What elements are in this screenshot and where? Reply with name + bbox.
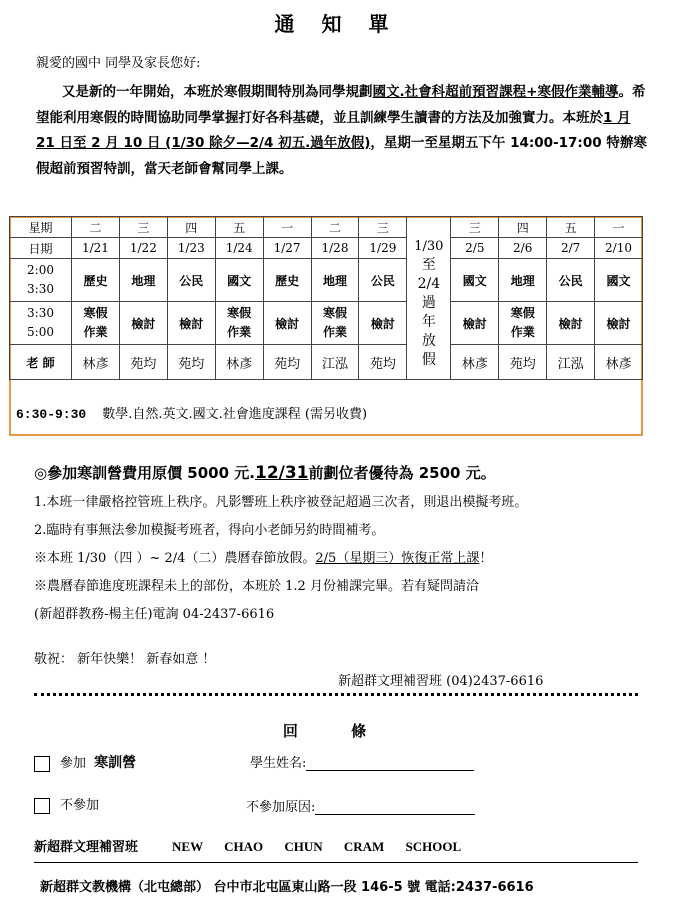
weekday-cell: 四 (167, 217, 215, 238)
weekday-cell: 五 (547, 217, 595, 238)
teacher-cell: 苑均 (359, 345, 407, 380)
slot2-row (10, 302, 643, 345)
weekday-cell: 五 (215, 217, 263, 238)
schedule-table (9, 216, 643, 380)
teacher-cell: 苑均 (499, 345, 547, 380)
weekday-cell: 二 (311, 217, 359, 238)
greeting: 親愛的國中 同學及家長您好: (36, 56, 201, 71)
notes (34, 489, 664, 629)
teacher-cell: 林彥 (451, 345, 499, 380)
join-checkbox[interactable] (34, 756, 50, 772)
reply-title: 回 條 (282, 722, 391, 740)
subject-cell: 歷史 (263, 259, 311, 302)
student-name-input[interactable] (306, 755, 474, 771)
subject-cell: 公民 (547, 259, 595, 302)
teacher-cell: 苑均 (167, 345, 215, 380)
teacher-label: 老 師 (10, 345, 72, 380)
note-3: ※本班 1/30（四 ）~ 2/4（二）農曆春節放假。2/5（星期三）恢復正常上課！ (34, 551, 493, 566)
teacher-row (10, 345, 643, 380)
subject-cell: 檢討 (451, 302, 499, 345)
subject-cell: 檢討 (119, 302, 167, 345)
date-cell: 2/5 (451, 238, 499, 259)
cut-line (34, 693, 638, 696)
reason-field[interactable]: 不參加原因: (246, 796, 475, 815)
subject-cell: 寒假 作業 (72, 302, 120, 345)
fee-line: ◎參加寒訓營費用原價 5000 元.12/31前劃位者優待為 2500 元。 (34, 463, 496, 483)
school-name-line: 新超群文理補習班 NEW CHAO CHUN CRAM SCHOOL (34, 839, 462, 855)
teacher-cell: 江泓 (547, 345, 595, 380)
note-4: ※農曆春節進度班課程未上的部份，本班於 1.2 月份補課完畢。若有疑問請洽 (34, 579, 479, 594)
teacher-cell: 江泓 (311, 345, 359, 380)
subject-cell: 國文 (215, 259, 263, 302)
subject-cell: 寒假 作業 (215, 302, 263, 345)
evening-time: 6:30-9:30 (16, 407, 87, 422)
subject-cell: 檢討 (359, 302, 407, 345)
subject-cell: 檢討 (547, 302, 595, 345)
note-1: 1.本班一律嚴格控管班上秩序。凡影響班上秩序被登記超過三次者，則退出模擬考班。 (34, 495, 528, 510)
teacher-cell: 林彥 (215, 345, 263, 380)
subject-cell: 寒假 作業 (311, 302, 359, 345)
slot-time: 3:30 5:00 (10, 302, 72, 345)
weekday-row (10, 217, 643, 238)
no-join-option[interactable]: 不參加 (34, 794, 99, 814)
date-cell: 1/27 (263, 238, 311, 259)
date-row (10, 238, 643, 259)
date-cell: 1/22 (119, 238, 167, 259)
subject-cell: 國文 (595, 259, 643, 302)
note-2: 2.臨時有事無法參加模擬考班者，得向小老師另約時間補考。 (34, 523, 385, 538)
date-cell: 1/28 (311, 238, 359, 259)
join-option[interactable]: 參加 寒訓營 (34, 752, 136, 772)
teacher-cell: 苑均 (263, 345, 311, 380)
subject-cell: 公民 (167, 259, 215, 302)
intro-paragraph: 又是新的一年開始，本班於寒假期間特別為同學規劃國文.社會科超前預習課程+寒假作業輔導。希望能利用寒假的時間協助同學掌握打好各科基礎，並且訓練學生讀書的方法及加強實力。本班於1 月 21 日至 2 月 10 日 (1/30 除夕—2/4 初五.過年放假)，星期一至星期五下午 14:00-17:00 特辦寒假超前預習特訓，當天老師會幫同學上課。 (36, 84, 647, 177)
weekday-cell: 一 (595, 217, 643, 238)
weekday-cell: 三 (119, 217, 167, 238)
subject-cell: 地理 (311, 259, 359, 302)
student-name-field[interactable]: 學生姓名: (250, 752, 474, 771)
date-cell: 2/6 (499, 238, 547, 259)
signature: 新超群文理補習班 (04)2437-6616 (338, 674, 544, 689)
subject-cell: 檢討 (595, 302, 643, 345)
page-title: 通 知 單 (274, 12, 399, 36)
weekday-cell: 三 (359, 217, 407, 238)
teacher-cell: 林彥 (595, 345, 643, 380)
subject-cell: 國文 (451, 259, 499, 302)
weekday-label: 星期 (10, 217, 72, 238)
footer-address: 新超群文教機構（北屯總部） 台中市北屯區東山路一段 146-5 號 電話:2437-6616 (40, 880, 534, 895)
teacher-cell: 林彥 (72, 345, 120, 380)
subject-cell: 檢討 (263, 302, 311, 345)
evening-text: 數學.自然.英文.國文.社會進度課程 (需另收費) (102, 407, 368, 422)
weekday-cell: 二 (72, 217, 120, 238)
holiday-cell (407, 217, 451, 380)
no-join-checkbox[interactable] (34, 798, 50, 814)
date-cell: 2/10 (595, 238, 643, 259)
weekday-cell: 四 (499, 217, 547, 238)
evening-course (16, 403, 367, 422)
subject-cell: 地理 (499, 259, 547, 302)
subject-cell: 檢討 (167, 302, 215, 345)
footer-divider (34, 862, 638, 863)
subject-cell: 公民 (359, 259, 407, 302)
subject-cell: 歷史 (72, 259, 120, 302)
weekday-cell: 三 (451, 217, 499, 238)
slot-time: 2:00 3:30 (10, 259, 72, 302)
subject-cell: 地理 (119, 259, 167, 302)
subject-cell: 寒假 作業 (499, 302, 547, 345)
reason-input[interactable] (315, 799, 475, 815)
note-5: (新超群教務-楊主任)電詢 04-2437-6616 (34, 607, 275, 622)
date-cell: 1/21 (72, 238, 120, 259)
slot1-row (10, 259, 643, 302)
teacher-cell: 苑均 (119, 345, 167, 380)
date-cell: 1/23 (167, 238, 215, 259)
date-cell: 1/29 (359, 238, 407, 259)
date-cell: 2/7 (547, 238, 595, 259)
date-label: 日期 (10, 238, 72, 259)
weekday-cell: 一 (263, 217, 311, 238)
holiday-date: 1/30 (414, 239, 444, 254)
wishes: 敬祝： 新年快樂！ 新春如意 ！ (34, 652, 216, 667)
date-cell: 1/24 (215, 238, 263, 259)
holiday-text: 至 2/4 過 年 放 假 (417, 257, 441, 368)
